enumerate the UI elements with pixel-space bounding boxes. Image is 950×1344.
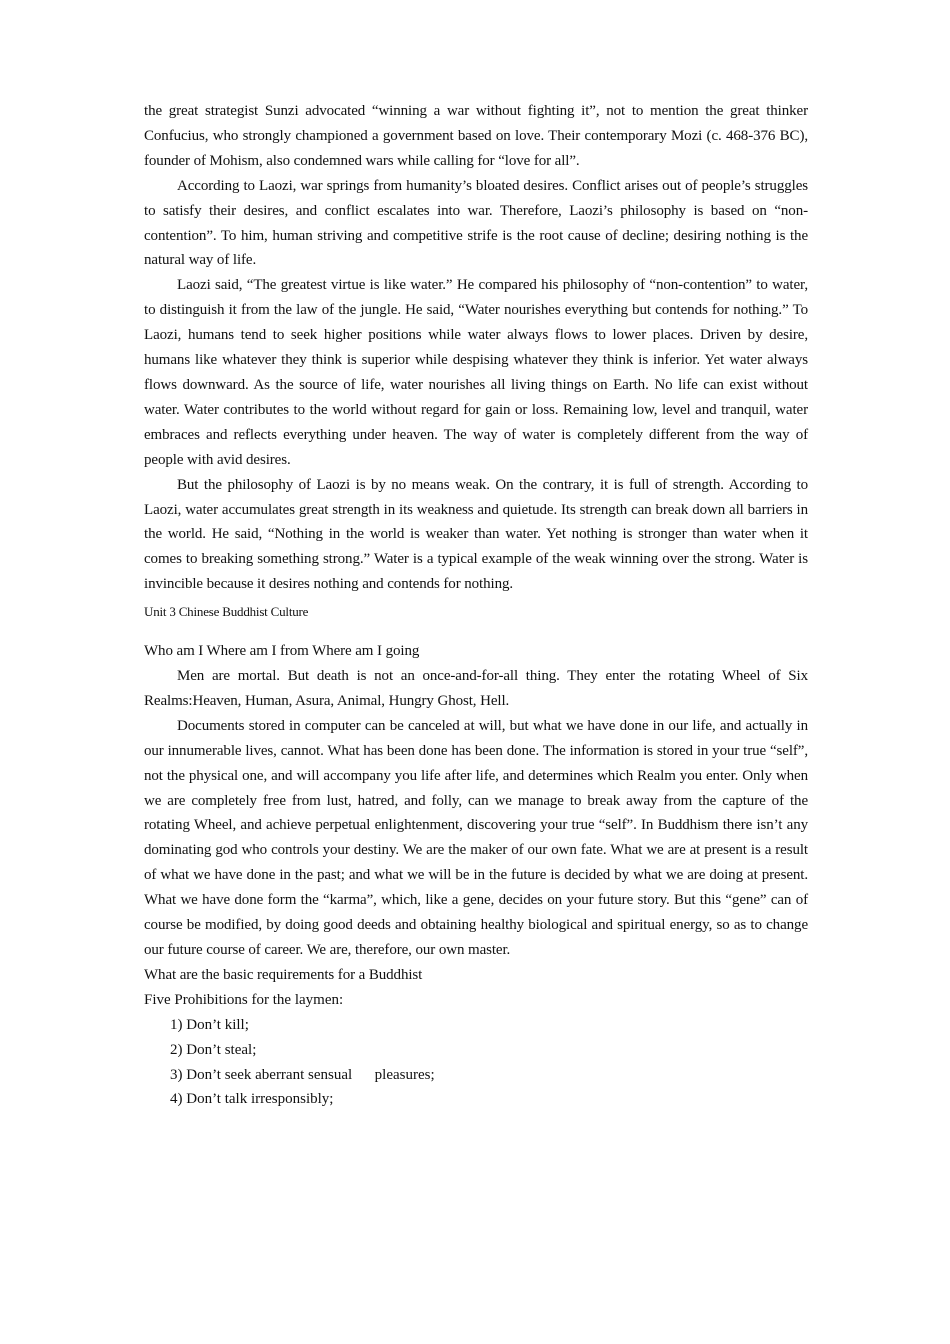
prohibitions-intro: Five Prohibitions for the laymen: [144,991,344,1008]
prohibitions-list [144,1013,808,1113]
unit-title: Unit 3 Chinese Buddhist Culture [144,604,309,620]
paragraph-karma: Documents stored in computer can be canceled at will, but what we have done in our life, and actually in our innumerable lives, cannot. What has been done has been done. The information is stored in your true “self”, not the physical one, and will accompany you life after life, and determines which Realm you enter. Only when we are completely free from lust, hatred, and folly, can we manage to break away from the capture of the rotating Wheel, and achieve perpetual enlightenment, discovering your true “self”. In Buddhism there isn’t any dominating god who controls your destiny. We are the maker of our own fate. What we are at present is a result of what we have done in the past; and what we will be in the future is decided by what we are doing at present. What we have done form the “karma”, which, like a gene, decides on your future story. But this “gene” can of course be modified, by doing good deeds and obtaining healthy biological and spiritual energy, so as to change our future course of career. We are, therefore, our own master. [144,717,808,958]
paragraph-water-strength: But the philosophy of Laozi is by no means weak. On the contrary, it is full of strength. According to Laozi, water accumulates great strength in its weakness and quietude. Its strength can break down all barriers in the world. He said, “Nothing in the world is weaker than water. Yet nothing is stronger than water when it comes to breaking something strong.” Water is a typical example of the weak winning over the strong. Water is invincible because it desires nothing and contends for nothing. [144,476,808,593]
section-heading-who-am-i: Who am I Where am I from Where am I going [144,643,420,660]
paragraph-virtue-water: Laozi said, “The greatest virtue is like water.” He compared his philosophy of “non-contention” to water, to distinguish it from the law of the jungle. He said, “Water nourishes everything but contends for nothing.” To Laozi, humans tend to seek higher positions while water always flows to lower places. Driven by desire, humans like whatever they think is superior while despising whatever they think is inferior. Yet water always flows downward. As the source of life, water nourishes all living things on Earth. No life can exist without water. Water contributes to the world without regard for gain or loss. Remaining low, level and tranquil, water embraces and reflects everything under heaven. The way of water is completely different from the way of people with avid desires. [144,277,808,468]
list-item: 3) Don’t seek aberrant sensual pleasures; [170,1066,435,1083]
paragraph-strategists: the great strategist Sunzi advocated “winning a war without fighting it”, not to mention the great thinker Confucius, who strongly championed a government based on love. Their contemporary Mozi (c. 468-376 BC), founder of Mohism, also condemned wars while calling for “love for all”. [144,103,808,169]
page-content [144,99,808,1112]
paragraph-war-desires: According to Laozi, war springs from humanity’s bloated desires. Conflict arises out of people’s struggles to satisfy their desires, and conflict escalates into war. Therefore, Laozi’s philosophy is based on “non-contention”. To him, human striving and competitive strife is the root cause of decline; desiring nothing is the natural way of life. [144,177,808,269]
list-item: 4) Don’t talk irresponsibly; [170,1091,334,1108]
section-heading-requirements: What are the basic requirements for a Buddhist [144,966,423,983]
list-item: 2) Don’t steal; [170,1041,257,1058]
paragraph-six-realms: Men are mortal. But death is not an once-and-for-all thing. They enter the rotating Wheel of Six Realms:Heaven, Human, Asura, Animal, Hungry Ghost, Hell. [144,668,808,709]
list-item: 1) Don’t kill; [170,1016,249,1033]
